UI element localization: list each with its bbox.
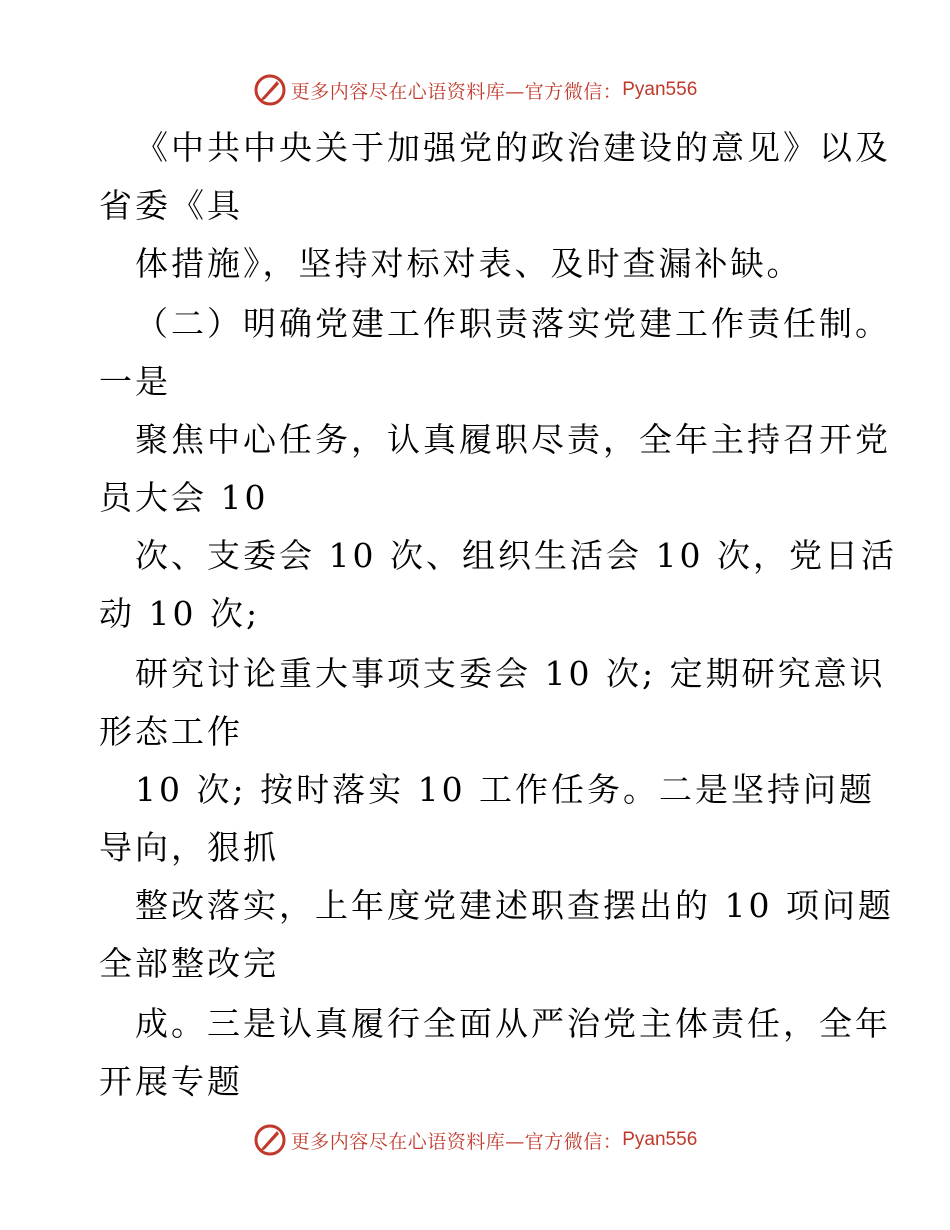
text-line: 一是 [99, 362, 171, 401]
text-line: 整改落实，上年度党建述职查摆出的 10 项问题 [135, 886, 894, 925]
text-line: 10 次; 按时落实 10 工作任务。二是坚持问题 [135, 770, 876, 809]
watermark-footer [0, 1120, 950, 1160]
text-line: 导向，狠抓 [99, 828, 279, 867]
watermark-text: 更多内容尽在心语资料库—官方微信： [290, 80, 623, 103]
text-line: 聚焦中心任务，认真履职尽责，全年主持召开党 [135, 420, 891, 459]
watermark-handle: Pyan556 [622, 79, 698, 100]
quill-logo-icon [253, 73, 287, 107]
text-line: 形态工作 [99, 712, 243, 751]
text-line: 《中共中央关于加强党的政治建设的意见》以及 [135, 128, 891, 167]
text-line: 开展专题 [99, 1062, 243, 1101]
watermark-text: 更多内容尽在心语资料库—官方微信： [290, 1130, 623, 1153]
text-line: 研究讨论重大事项支委会 10 次; 定期研究意识 [135, 654, 886, 693]
text-line: 全部整改完 [99, 944, 279, 983]
quill-logo-icon [253, 1123, 287, 1157]
text-line: 成。三是认真履行全面从严治党主体责任，全年 [135, 1004, 891, 1043]
text-line: （二）明确党建工作职责落实党建工作责任制。 [135, 304, 891, 343]
text-line: 动 10 次; [99, 594, 261, 633]
text-line: 省委《具 [99, 186, 243, 225]
text-line: 体措施》，坚持对标对表、及时查漏补缺。 [135, 244, 803, 283]
watermark-header [0, 70, 950, 110]
watermark-handle: Pyan556 [622, 1129, 698, 1150]
text-line: 员大会 10 [99, 478, 269, 517]
text-line: 次、支委会 10 次、组织生活会 10 次，党日活 [135, 536, 897, 575]
